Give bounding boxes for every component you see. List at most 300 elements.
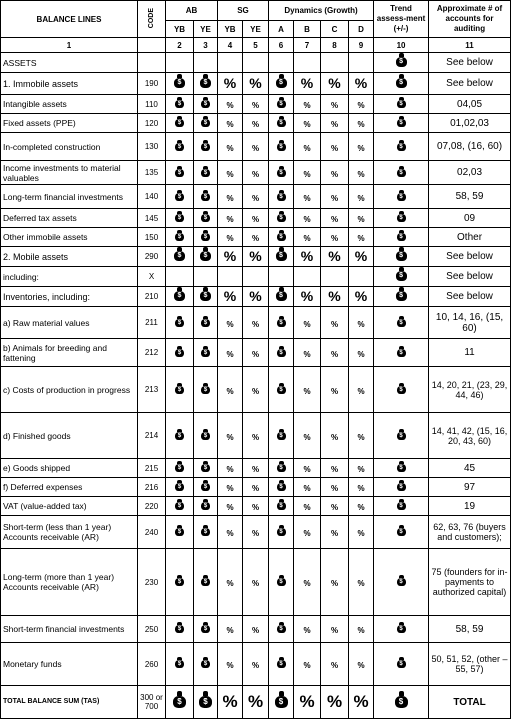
value-cell (294, 616, 321, 643)
money-bag-icon (396, 287, 407, 301)
money-bag-icon (397, 525, 406, 536)
money-bag-icon (174, 247, 185, 261)
value-cell (243, 549, 269, 616)
percent-symbol: % (251, 529, 260, 538)
percent-symbol: % (303, 432, 311, 442)
value-cell (349, 516, 374, 549)
header-dynamics: Dynamics (Growth) (269, 1, 374, 21)
table-row (1, 367, 511, 413)
trend-cell (374, 267, 429, 287)
money-bag-icon (175, 316, 184, 327)
percent-symbol: % (251, 101, 260, 110)
accounts-note: 09 (429, 209, 511, 228)
money-bag-icon (200, 74, 211, 88)
value-cell (166, 287, 194, 307)
value-cell (166, 228, 194, 247)
header-balance-lines: BALANCE LINES (1, 1, 138, 38)
value-cell (269, 228, 294, 247)
value-cell (294, 114, 321, 133)
value-cell (218, 307, 243, 339)
trend-cell (374, 133, 429, 161)
percent-symbol: % (226, 626, 234, 635)
accounts-note: 58, 59 (429, 616, 511, 643)
money-bag-glyph: $ (201, 464, 210, 472)
money-bag-glyph: $ (175, 660, 184, 668)
percent-symbol: % (226, 215, 234, 224)
value-cell (269, 161, 294, 185)
money-bag-glyph: $ (174, 291, 185, 301)
money-bag-glyph: $ (277, 464, 286, 472)
row-code: 212 (138, 339, 166, 367)
value-cell (194, 73, 218, 95)
money-bag-glyph: $ (396, 271, 407, 281)
money-bag-glyph: $ (201, 386, 210, 394)
percent-symbol: % (226, 432, 234, 442)
value-cell (269, 114, 294, 133)
sub-header-cell: D (349, 21, 374, 38)
value-cell (269, 73, 294, 95)
percent-symbol: % (357, 484, 365, 493)
money-bag-icon (175, 657, 184, 668)
money-bag-icon (397, 461, 406, 472)
row-label: c) Costs of production in progress (1, 367, 138, 413)
money-bag-icon (201, 211, 210, 222)
money-bag-icon (175, 166, 184, 177)
row-code: 300 or 700 (138, 686, 166, 719)
percent-symbol: % (251, 234, 260, 243)
row-code: 145 (138, 209, 166, 228)
accounts-note: See below (429, 73, 511, 95)
value-cell (321, 228, 349, 247)
money-bag-icon (175, 429, 184, 440)
percent-symbol: % (303, 234, 311, 243)
money-bag-glyph: $ (277, 386, 286, 394)
money-bag-icon (395, 691, 408, 708)
accounts-note: 07,08, (16, 60) (429, 133, 511, 161)
percent-symbol: % (226, 386, 234, 396)
percent-symbol: % (251, 661, 260, 670)
money-bag-icon (201, 190, 210, 201)
value-cell (349, 307, 374, 339)
percent-symbol: % (328, 74, 341, 91)
value-cell (194, 53, 218, 73)
value-cell (321, 478, 349, 497)
percent-symbol: % (353, 692, 369, 711)
accounts-note: 19 (429, 497, 511, 516)
money-bag-glyph: $ (276, 291, 287, 301)
accounts-note: TOTAL (429, 686, 511, 719)
value-cell (166, 643, 194, 686)
row-label: f) Deferred expenses (1, 478, 138, 497)
value-cell (194, 516, 218, 549)
percent-symbol: % (299, 692, 315, 711)
table-row (1, 686, 511, 719)
money-bag-icon (277, 190, 286, 201)
value-cell (269, 616, 294, 643)
sub-header-cell: YE (194, 21, 218, 38)
value-cell (269, 185, 294, 209)
row-code: 130 (138, 133, 166, 161)
row-label: VAT (value-added tax) (1, 497, 138, 516)
accounts-note: 01,02,03 (429, 114, 511, 133)
value-cell (294, 185, 321, 209)
percent-symbol: % (357, 432, 365, 442)
value-cell (194, 209, 218, 228)
percent-symbol: % (226, 120, 234, 129)
value-cell (349, 209, 374, 228)
value-cell (321, 185, 349, 209)
money-bag-icon (200, 287, 211, 301)
row-label: Short-term (less than 1 year) Accounts receivable (AR) (1, 516, 138, 549)
table-row (1, 73, 511, 95)
value-cell (294, 53, 321, 73)
money-bag-icon (201, 499, 210, 510)
percent-symbol: % (251, 484, 260, 493)
table-row (1, 413, 511, 459)
trend-cell (374, 478, 429, 497)
value-cell (349, 287, 374, 307)
value-cell (294, 413, 321, 459)
percent-symbol: % (330, 579, 339, 588)
money-bag-icon (175, 346, 184, 357)
money-bag-icon (396, 74, 407, 88)
money-bag-glyph: $ (277, 528, 286, 536)
money-bag-glyph: $ (201, 169, 210, 177)
percent-symbol: % (251, 215, 260, 224)
money-bag-glyph: $ (277, 660, 286, 668)
value-cell (321, 549, 349, 616)
money-bag-icon (397, 575, 406, 586)
trend-cell (374, 228, 429, 247)
percent-symbol: % (357, 579, 365, 588)
row-code: 110 (138, 95, 166, 114)
value-cell (269, 497, 294, 516)
value-cell (218, 686, 243, 719)
table-row (1, 616, 511, 643)
percent-symbol: % (330, 503, 339, 512)
row-label: 1. Immobile assets (1, 73, 138, 95)
money-bag-glyph: $ (277, 432, 286, 440)
percent-symbol: % (300, 247, 314, 264)
percent-symbol: % (226, 101, 234, 110)
trend-cell (374, 643, 429, 686)
row-code: 190 (138, 73, 166, 95)
row-code: 150 (138, 228, 166, 247)
money-bag-icon (276, 287, 287, 301)
value-cell (349, 53, 374, 73)
percent-symbol: % (251, 319, 260, 329)
money-bag-icon (277, 429, 286, 440)
money-bag-icon (175, 383, 184, 394)
value-cell (194, 413, 218, 459)
value-cell (243, 497, 269, 516)
sub-header-cell: A (269, 21, 294, 38)
trend-cell (374, 53, 429, 73)
table-row (1, 267, 511, 287)
row-code: 220 (138, 497, 166, 516)
trend-cell (374, 516, 429, 549)
money-bag-glyph: $ (277, 143, 286, 151)
percent-symbol: % (330, 432, 339, 442)
value-cell (218, 95, 243, 114)
accounts-note: 58, 59 (429, 185, 511, 209)
money-bag-glyph: $ (397, 119, 406, 127)
sub-header-cell: YB (218, 21, 243, 38)
value-cell (218, 497, 243, 516)
accounts-note: See below (429, 247, 511, 267)
percent-symbol: % (357, 503, 365, 512)
value-cell (321, 267, 349, 287)
value-cell (349, 643, 374, 686)
value-cell (349, 549, 374, 616)
percent-symbol: % (330, 529, 339, 538)
money-bag-icon (397, 657, 406, 668)
table-row (1, 643, 511, 686)
money-bag-icon (277, 211, 286, 222)
money-bag-icon (175, 140, 184, 151)
value-cell (166, 209, 194, 228)
money-bag-glyph: $ (200, 251, 211, 261)
value-cell (294, 307, 321, 339)
money-bag-icon (396, 267, 407, 281)
value-cell (166, 413, 194, 459)
percent-symbol: % (330, 484, 339, 493)
money-bag-icon (201, 622, 210, 633)
accounts-note: 14, 20, 21, (23, 29, 44, 46) (429, 367, 511, 413)
row-code: 214 (138, 413, 166, 459)
percent-symbol: % (251, 120, 260, 129)
percent-symbol: % (226, 169, 234, 179)
money-bag-glyph: $ (201, 660, 210, 668)
money-bag-glyph: $ (201, 119, 210, 127)
value-cell (294, 228, 321, 247)
money-bag-icon (175, 499, 184, 510)
money-bag-glyph: $ (201, 528, 210, 536)
table-row (1, 95, 511, 114)
value-cell (294, 247, 321, 267)
value-cell (243, 267, 269, 287)
header-approx-accounts: Approximate # of accounts for auditing (429, 1, 511, 38)
percent-symbol: % (251, 432, 260, 442)
value-cell (243, 95, 269, 114)
money-bag-icon (277, 166, 286, 177)
money-bag-glyph: $ (277, 483, 286, 491)
percent-symbol: % (226, 143, 234, 153)
money-bag-glyph: $ (175, 464, 184, 472)
accounts-note: Other (429, 228, 511, 247)
table-row (1, 209, 511, 228)
value-cell (194, 185, 218, 209)
value-cell (218, 339, 243, 367)
money-bag-glyph: $ (199, 696, 212, 708)
percent-symbol: % (357, 319, 365, 329)
accounts-note: 04,05 (429, 95, 511, 114)
money-bag-icon (277, 97, 286, 108)
money-bag-glyph: $ (200, 78, 211, 88)
value-cell (218, 53, 243, 73)
value-cell (349, 497, 374, 516)
money-bag-icon (397, 97, 406, 108)
value-cell (166, 686, 194, 719)
percent-symbol: % (226, 193, 234, 203)
row-label: Monetary funds (1, 643, 138, 686)
value-cell (294, 267, 321, 287)
percent-symbol: % (330, 626, 339, 635)
table-row (1, 287, 511, 307)
money-bag-icon (175, 461, 184, 472)
percent-symbol: % (226, 234, 234, 243)
value-cell (294, 516, 321, 549)
value-cell (269, 459, 294, 478)
money-bag-glyph: $ (397, 100, 406, 108)
money-bag-glyph: $ (397, 319, 406, 327)
row-code: 215 (138, 459, 166, 478)
percent-symbol: % (226, 319, 234, 329)
sub-header-cell: C (321, 21, 349, 38)
money-bag-glyph: $ (397, 193, 406, 201)
money-bag-glyph: $ (174, 251, 185, 261)
value-cell (294, 73, 321, 95)
value-cell (321, 339, 349, 367)
value-cell (194, 247, 218, 267)
percent-symbol: % (226, 349, 234, 359)
value-cell (294, 367, 321, 413)
row-label: Long-term financial investments (1, 185, 138, 209)
trend-cell (374, 247, 429, 267)
accounts-note: See below (429, 53, 511, 73)
money-bag-icon (277, 525, 286, 536)
value-cell (166, 161, 194, 185)
table-row (1, 228, 511, 247)
money-bag-glyph: $ (277, 169, 286, 177)
header-code-text: CODE (148, 7, 155, 29)
value-cell (166, 307, 194, 339)
value-cell (321, 413, 349, 459)
trend-cell (374, 686, 429, 719)
money-bag-glyph: $ (175, 193, 184, 201)
value-cell (349, 247, 374, 267)
value-cell (243, 459, 269, 478)
money-bag-icon (175, 480, 184, 491)
value-cell (194, 228, 218, 247)
percent-symbol: % (303, 579, 311, 588)
row-label: Income investments to material valuables (1, 161, 138, 185)
percent-symbol: % (303, 143, 311, 153)
percent-symbol: % (223, 74, 237, 91)
value-cell (269, 478, 294, 497)
money-bag-icon (276, 74, 287, 88)
value-cell (269, 516, 294, 549)
value-cell (349, 367, 374, 413)
money-bag-icon (397, 211, 406, 222)
value-cell (194, 133, 218, 161)
money-bag-glyph: $ (277, 625, 286, 633)
value-cell (294, 478, 321, 497)
trend-cell (374, 413, 429, 459)
value-cell (243, 616, 269, 643)
value-cell (321, 73, 349, 95)
percent-symbol: % (354, 74, 368, 91)
money-bag-glyph: $ (173, 696, 186, 708)
value-cell (243, 413, 269, 459)
accounts-note: See below (429, 267, 511, 287)
column-number: 9 (349, 38, 374, 53)
value-cell (321, 209, 349, 228)
value-cell (269, 413, 294, 459)
money-bag-icon (275, 691, 288, 708)
money-bag-glyph: $ (277, 319, 286, 327)
money-bag-icon (397, 480, 406, 491)
money-bag-glyph: $ (277, 119, 286, 127)
row-label: d) Finished goods (1, 413, 138, 459)
value-cell (243, 228, 269, 247)
value-cell (166, 549, 194, 616)
percent-symbol: % (357, 143, 365, 153)
percent-symbol: % (357, 215, 365, 224)
table-row (1, 185, 511, 209)
percent-symbol: % (303, 319, 311, 329)
value-cell (294, 459, 321, 478)
value-cell (166, 367, 194, 413)
value-cell (269, 367, 294, 413)
value-cell (321, 95, 349, 114)
row-code: 210 (138, 287, 166, 307)
money-bag-glyph: $ (175, 502, 184, 510)
value-cell (166, 73, 194, 95)
value-cell (194, 549, 218, 616)
money-bag-icon (397, 230, 406, 241)
accounts-note: 75 (founders for in-payments to authorized capital) (429, 549, 511, 616)
percent-symbol: % (251, 503, 260, 512)
value-cell (321, 459, 349, 478)
table-row (1, 53, 511, 73)
percent-symbol: % (249, 74, 262, 91)
money-bag-icon (201, 346, 210, 357)
percent-symbol: % (326, 692, 343, 711)
trend-cell (374, 114, 429, 133)
money-bag-glyph: $ (201, 349, 210, 357)
table-row (1, 133, 511, 161)
money-bag-icon (175, 622, 184, 633)
percent-symbol: % (251, 193, 260, 203)
value-cell (194, 307, 218, 339)
money-bag-glyph: $ (175, 625, 184, 633)
money-bag-glyph: $ (201, 193, 210, 201)
row-code: 260 (138, 643, 166, 686)
row-label: Intangible assets (1, 95, 138, 114)
value-cell (166, 516, 194, 549)
row-label: e) Goods shipped (1, 459, 138, 478)
money-bag-glyph: $ (200, 291, 211, 301)
money-bag-icon (175, 116, 184, 127)
money-bag-icon (175, 230, 184, 241)
value-cell (243, 516, 269, 549)
percent-symbol: % (251, 143, 260, 153)
percent-symbol: % (226, 503, 234, 512)
column-number: 4 (218, 38, 243, 53)
money-bag-glyph: $ (397, 233, 406, 241)
percent-symbol: % (357, 234, 365, 243)
money-bag-glyph: $ (201, 319, 210, 327)
accounts-note: 62, 63, 76 (buyers and customers); (429, 516, 511, 549)
table-row (1, 339, 511, 367)
value-cell (243, 161, 269, 185)
table-row (1, 114, 511, 133)
money-bag-glyph: $ (397, 169, 406, 177)
sub-header-cell: B (294, 21, 321, 38)
table-row (1, 247, 511, 267)
value-cell (166, 185, 194, 209)
